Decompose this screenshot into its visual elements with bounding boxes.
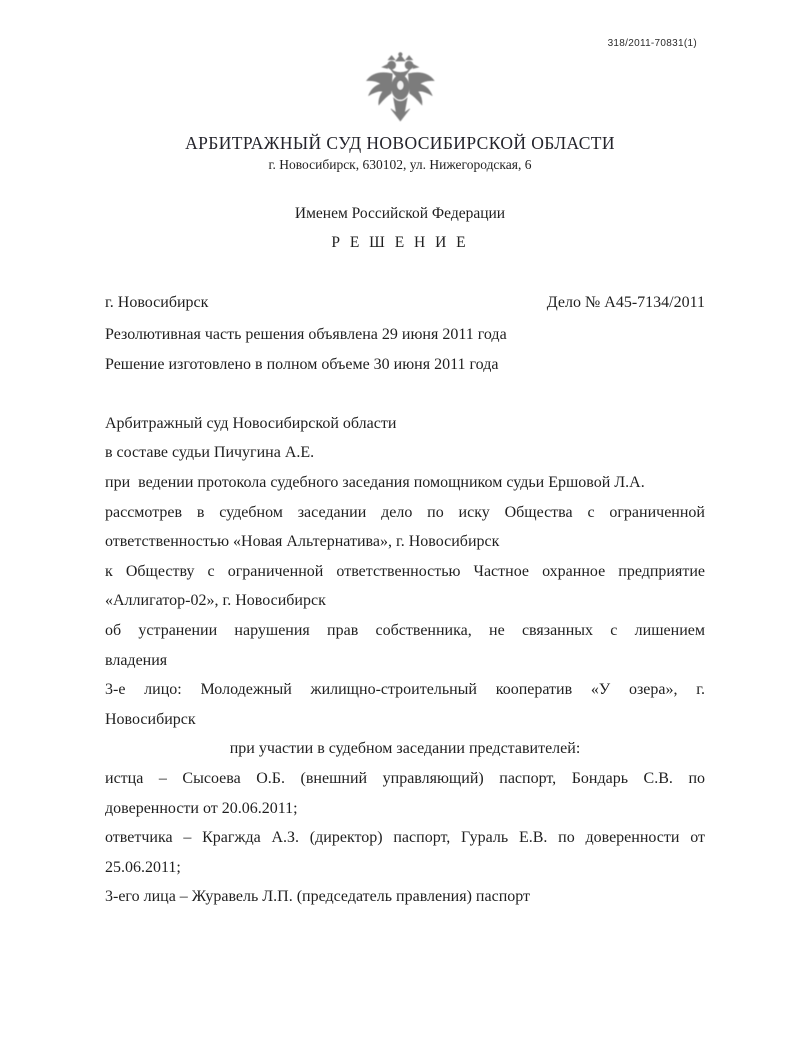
text-line: Новосибирск [105,710,196,728]
body-lines [105,320,705,912]
text-line: 3-е лицо: Молодежный жилищно-строительный кооператив «У озера», г. [105,681,705,699]
text-line: об устранении нарушения прав собственника, не связанных с лишением [105,621,705,639]
text-line: Резолютивная часть решения объявлена 29 июня 2011 года [105,326,507,343]
coat-of-arms-icon [0,51,800,125]
text-line: Решение изготовлено в полном объеме 30 июня 2011 года [105,355,499,373]
text-line: владения [105,651,168,669]
text-line: Арбитражный суд Новосибирской области [105,414,397,432]
document-ref-number: 318/2011-70831(1) [607,38,697,49]
document-body [0,293,800,912]
text-line: 3-его лица – Журавель Л.П. (председатель правления) паспорт [105,888,531,906]
text-line: ответственностью «Новая Альтернатива», г. Новосибирск [105,533,500,551]
text-line: «Аллигатор-02», г. Новосибирск [105,592,326,610]
court-name: АРБИТРАЖНЫЙ СУД НОВОСИБИРСКОЙ ОБЛАСТИ [185,133,615,153]
text-line: доверенности от 20.06.2011; [105,799,298,817]
text-line: в составе судьи Пичугина А.Е. [105,444,315,462]
text-line: при участии в судебном заседании представителей: [229,740,581,758]
text-line: рассмотрев в судебном заседании дело по иску Общества с ограниченной [105,503,705,521]
text-line: истца – Сысоева О.Б. (внешний управляющий) паспорт, Бондарь С.В. по [105,769,705,787]
blank-line [105,379,705,409]
city-label: г. Новосибирск [105,294,209,311]
decision-title: Р Е Ш Е Н И Е [331,234,469,251]
text-line: при ведении протокола судебного заседания помощником судьи Ершовой Л.А. [105,473,645,491]
in-the-name-line: Именем Российской Федерации [294,205,506,222]
text-line: ответчика – Крагжда А.З. (директор) паспорт, Гураль Е.В. по доверенности от [105,829,705,847]
text-line: к Обществу с ограниченной ответственностью Частное охранное предприятие [105,562,705,580]
text-line: 25.06.2011; [105,858,181,876]
case-number: Дело № А45-7134/2011 [546,294,705,311]
case-header-row [105,293,705,313]
court-address: г. Новосибирск, 630102, ул. Нижегородская, 6 [268,157,532,172]
